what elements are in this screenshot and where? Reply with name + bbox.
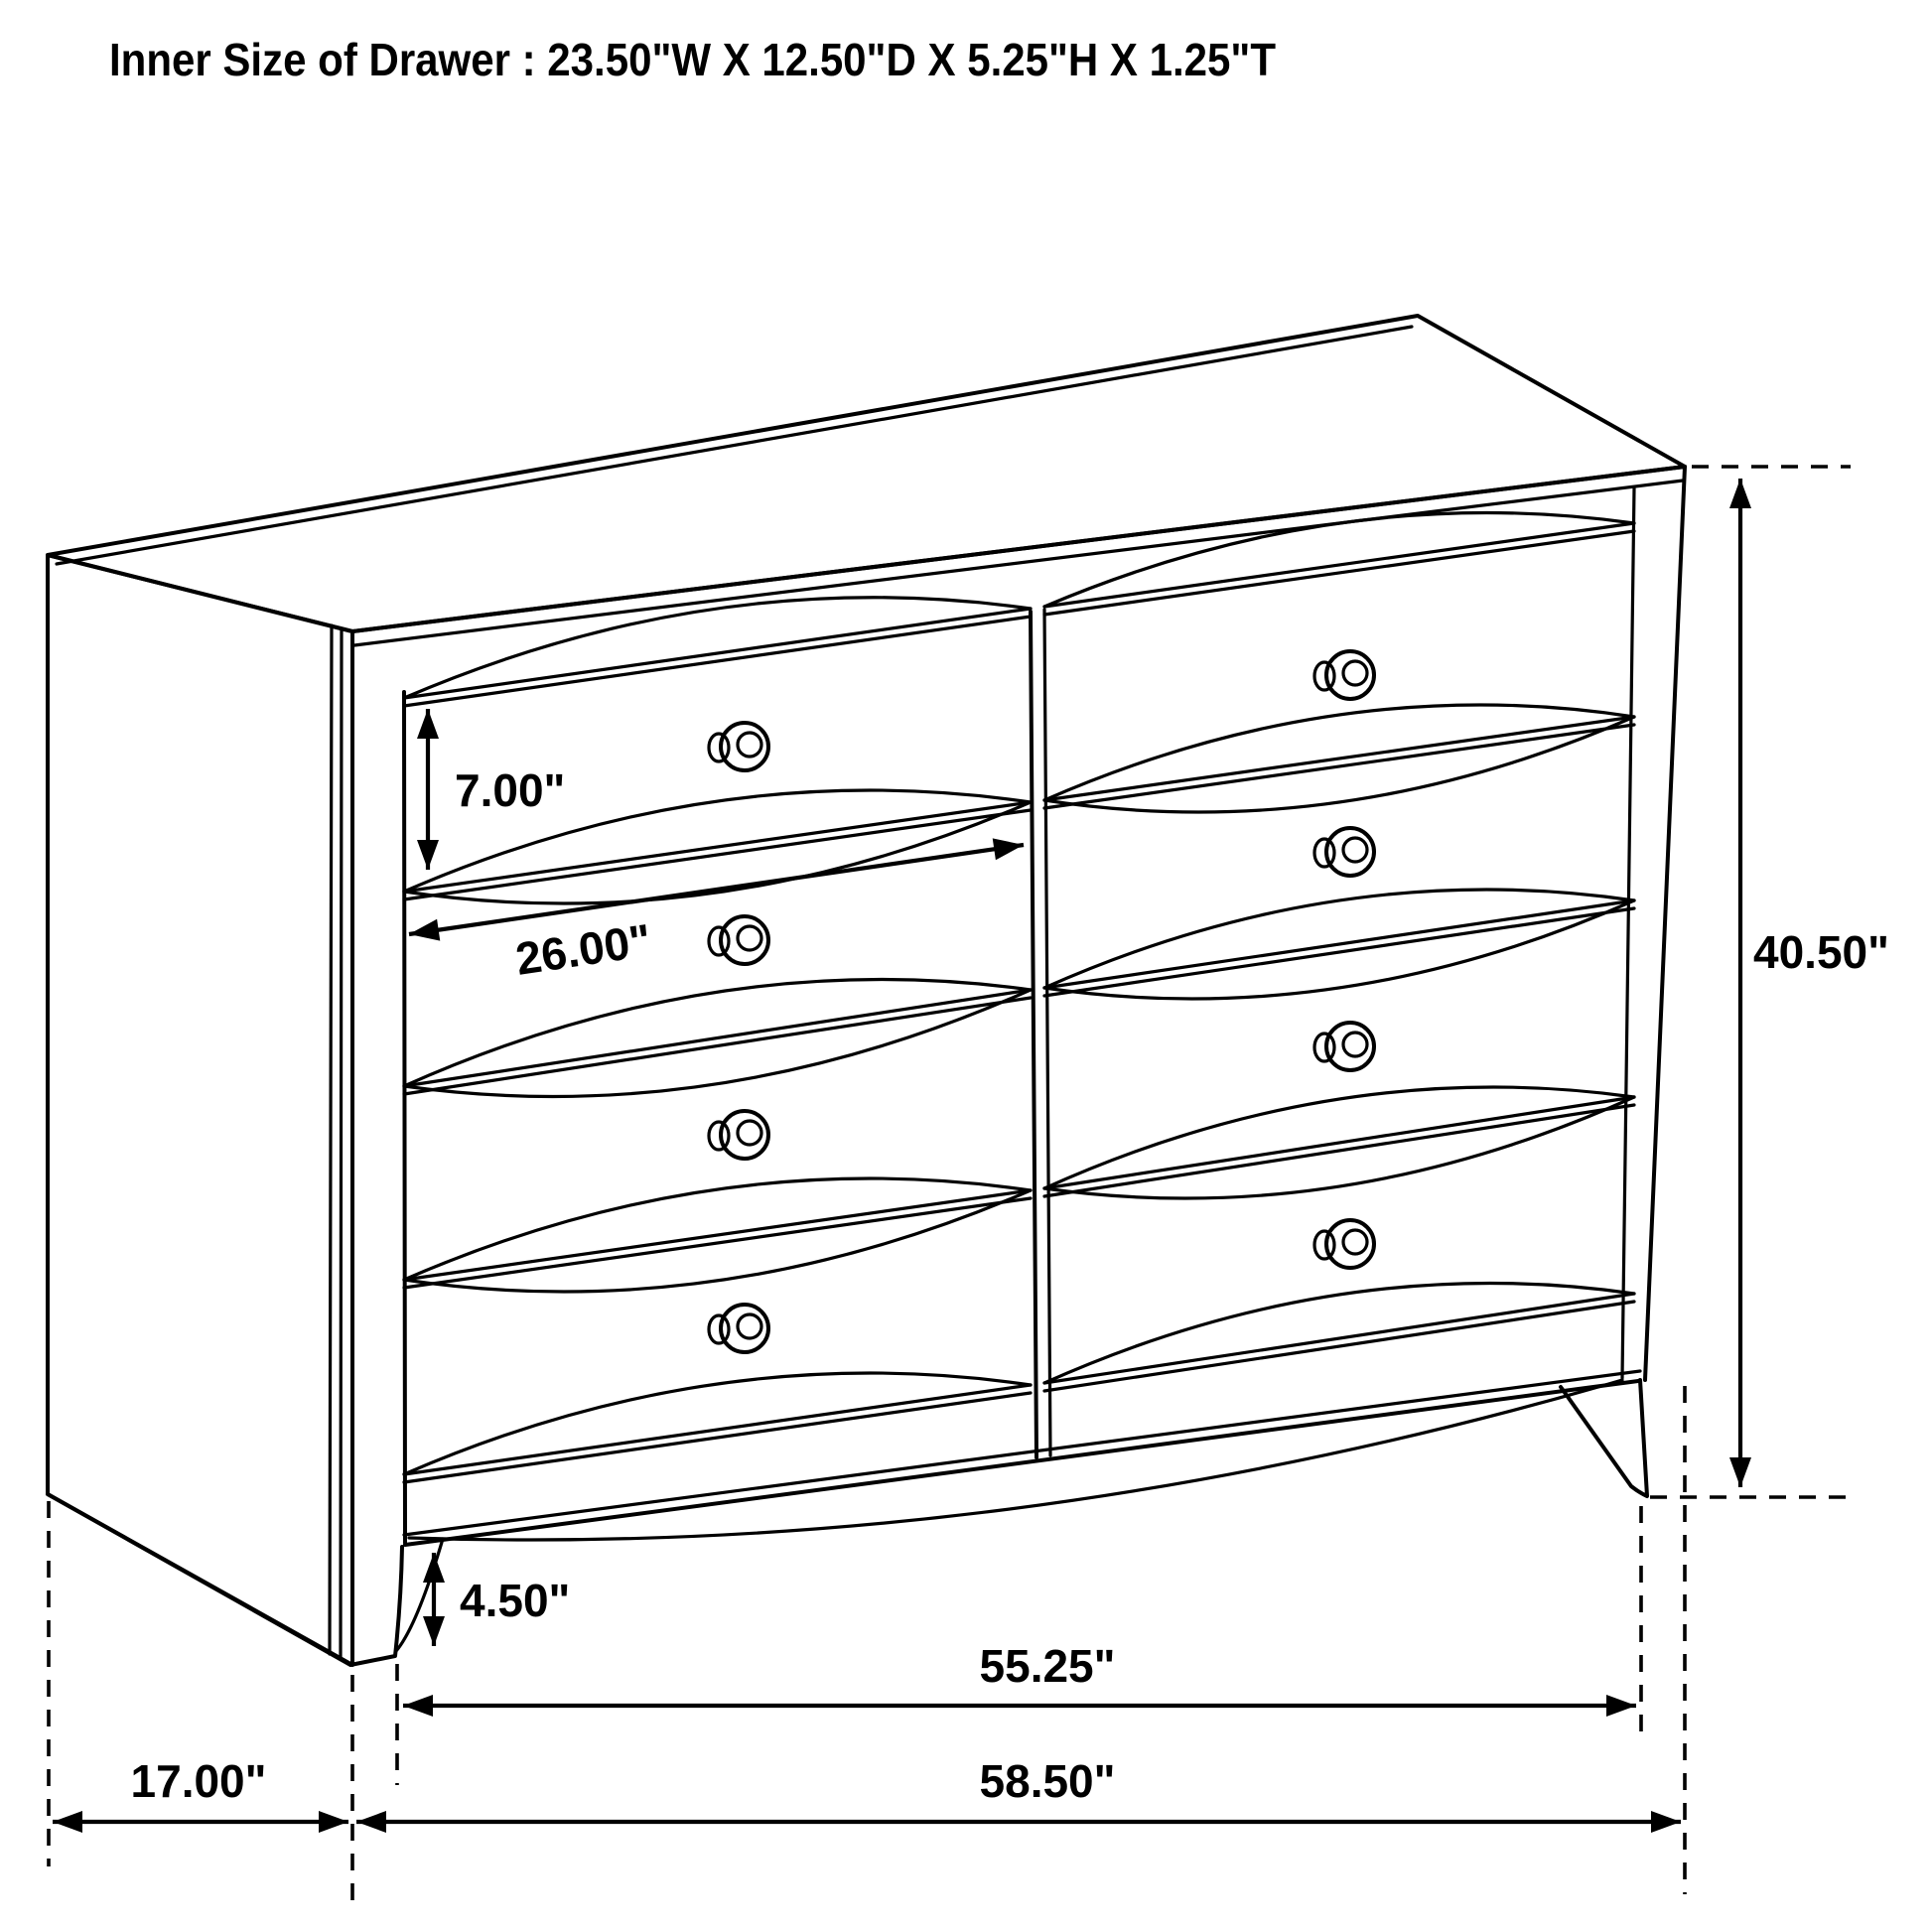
dim-total-width: [356, 1755, 1681, 1822]
dim-label-4-50: 4.50": [460, 1575, 571, 1626]
drawer-column-left: [404, 598, 1031, 1482]
knob-icon: [709, 1111, 768, 1159]
dim-label-26: 26.00": [512, 913, 655, 985]
knob-icon: [1314, 828, 1374, 876]
dim-label-58-50: 58.50": [979, 1755, 1116, 1807]
knob-icon: [709, 723, 768, 770]
knob-icon: [1314, 651, 1374, 699]
diagram-title: Inner Size of Drawer : 23.50"W X 12.50"D X 5.25"H X 1.25"T: [109, 34, 1276, 85]
dim-front-width: [403, 1640, 1636, 1706]
front-left-leg: [48, 1494, 402, 1665]
drawer-knobs: [709, 651, 1374, 1352]
dim-drawer-face-height: [428, 709, 565, 870]
dresser-drawing: [48, 316, 1685, 1665]
knob-icon: [709, 916, 768, 964]
dim-drawer-opening-width: [409, 845, 1024, 985]
left-side-panel: [48, 555, 352, 1665]
front-right-leg: [1561, 1380, 1647, 1496]
knob-icon: [1314, 1023, 1374, 1070]
dim-total-height: [1740, 479, 1889, 1487]
dim-label-40-50: 40.50": [1753, 926, 1889, 978]
dim-side-depth: [53, 1755, 348, 1822]
dim-label-55-25: 55.25": [979, 1640, 1116, 1692]
dim-label-17: 17.00": [130, 1755, 267, 1807]
knob-icon: [709, 1305, 768, 1352]
dim-label-7: 7.00": [455, 764, 566, 816]
knob-icon: [1314, 1220, 1374, 1268]
legs: [48, 1380, 1647, 1665]
dim-base-height: [434, 1553, 570, 1646]
center-divider: [1031, 612, 1036, 1457]
projection-guides: [49, 467, 1851, 1904]
drawer-column-right: [1044, 513, 1634, 1392]
